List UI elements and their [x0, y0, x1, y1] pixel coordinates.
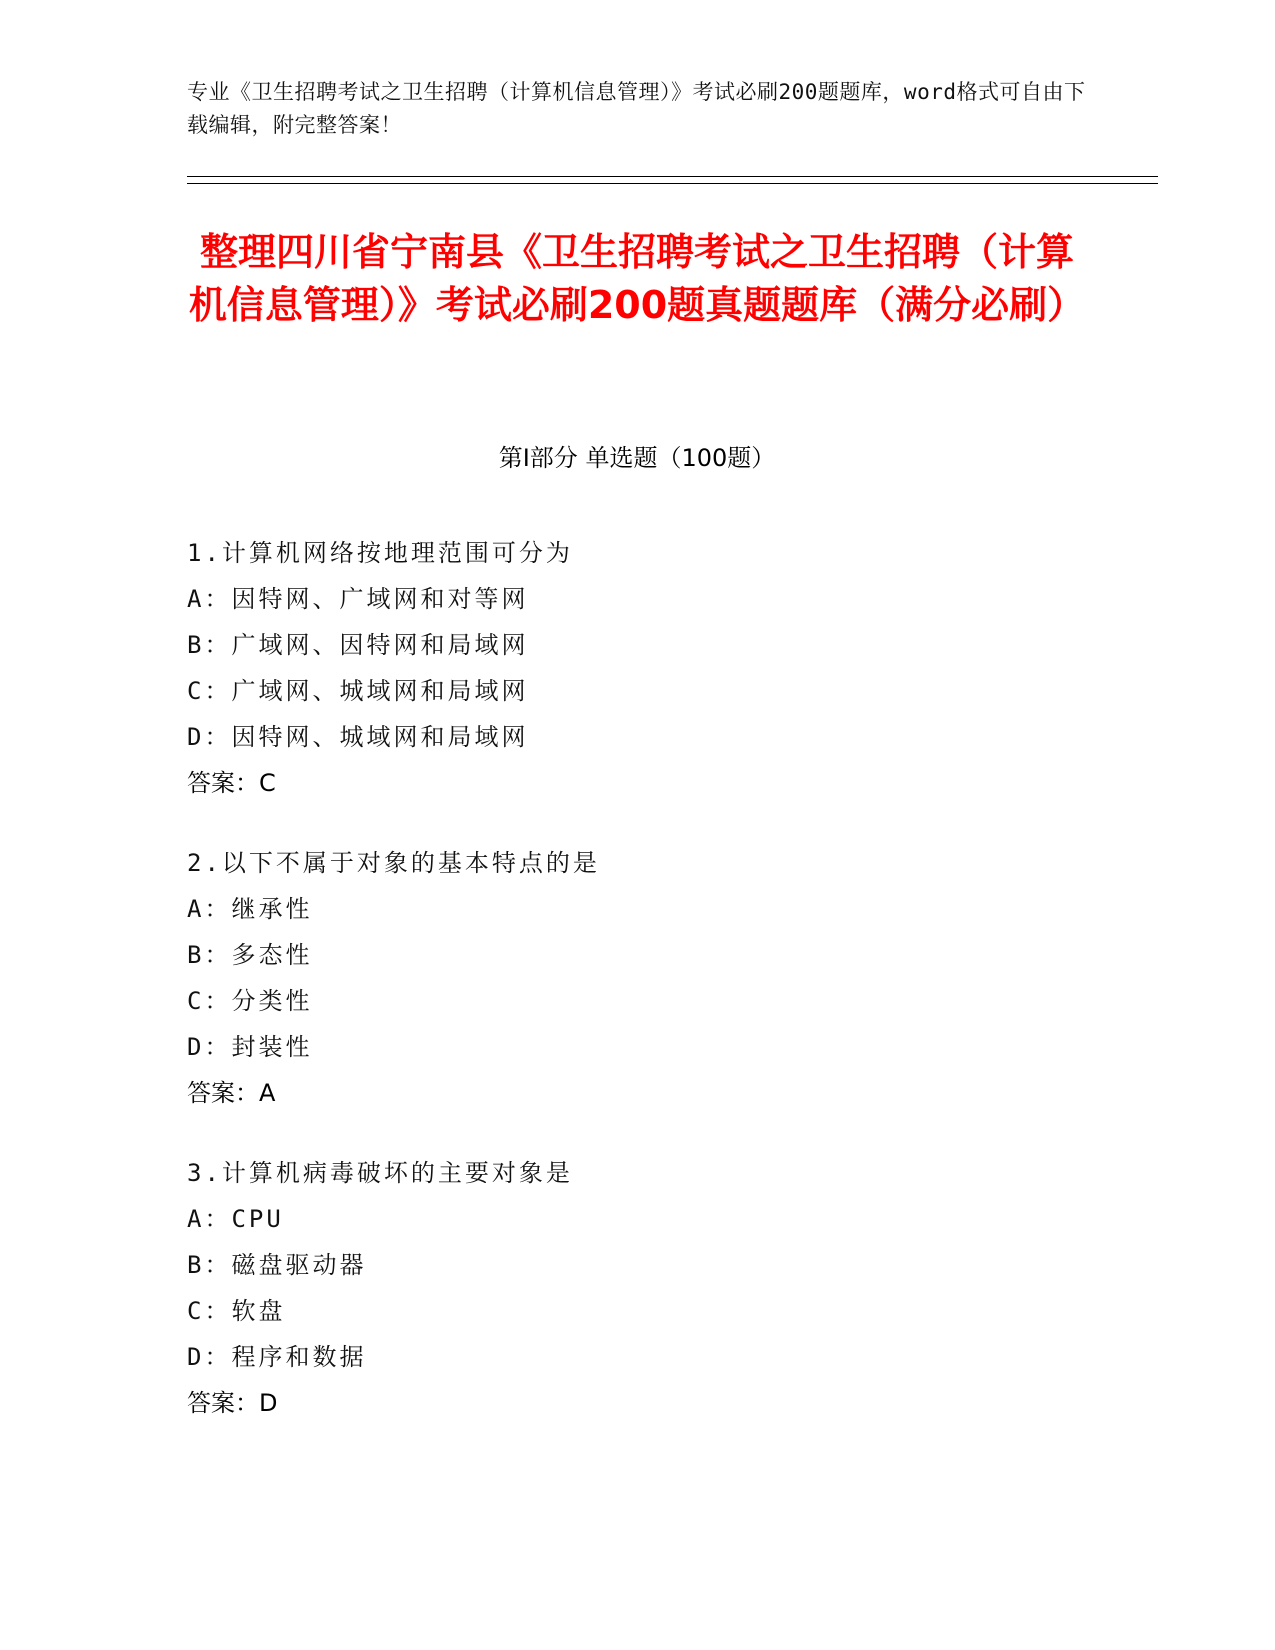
answer: 答案：A	[187, 1079, 276, 1107]
question-stem: 3.计算机病毒破坏的主要对象是	[187, 1159, 573, 1187]
question-list	[187, 530, 1087, 1460]
header-divider-bottom	[187, 183, 1158, 184]
option-d: D：因特网、城域网和局域网	[187, 723, 529, 751]
answer: 答案：C	[187, 769, 276, 797]
header-note: 专业《卫生招聘考试之卫生招聘（计算机信息管理）》考试必刷200题题库，word格式可自由下载编辑，附完整答案！	[187, 80, 1086, 137]
header-divider-top	[187, 176, 1158, 177]
option-d: D：程序和数据	[187, 1343, 367, 1371]
option-b: B：磁盘驱动器	[187, 1251, 367, 1279]
answer: 答案：D	[187, 1389, 278, 1417]
option-a: A：因特网、广域网和对等网	[187, 585, 529, 613]
option-d: D：封装性	[187, 1033, 313, 1061]
option-b: B：多态性	[187, 941, 313, 969]
question-2	[187, 840, 1087, 1116]
option-a: A：CPU	[187, 1205, 284, 1233]
option-c: C：软盘	[187, 1297, 286, 1325]
option-a: A：继承性	[187, 895, 313, 923]
question-3	[187, 1150, 1087, 1426]
question-stem: 2.以下不属于对象的基本特点的是	[187, 849, 600, 877]
document-title: 整理四川省宁南县《卫生招聘考试之卫生招聘（计算机信息管理）》考试必刷200题真题题库（满分必刷）	[188, 230, 1086, 327]
question-1	[187, 530, 1087, 806]
option-b: B：广域网、因特网和局域网	[187, 631, 529, 659]
option-c: C：广域网、城域网和局域网	[187, 677, 529, 705]
section-heading: 第Ⅰ部分 单选题（100题）	[498, 444, 776, 472]
question-stem: 1.计算机网络按地理范围可分为	[187, 539, 573, 567]
option-c: C：分类性	[187, 987, 313, 1015]
